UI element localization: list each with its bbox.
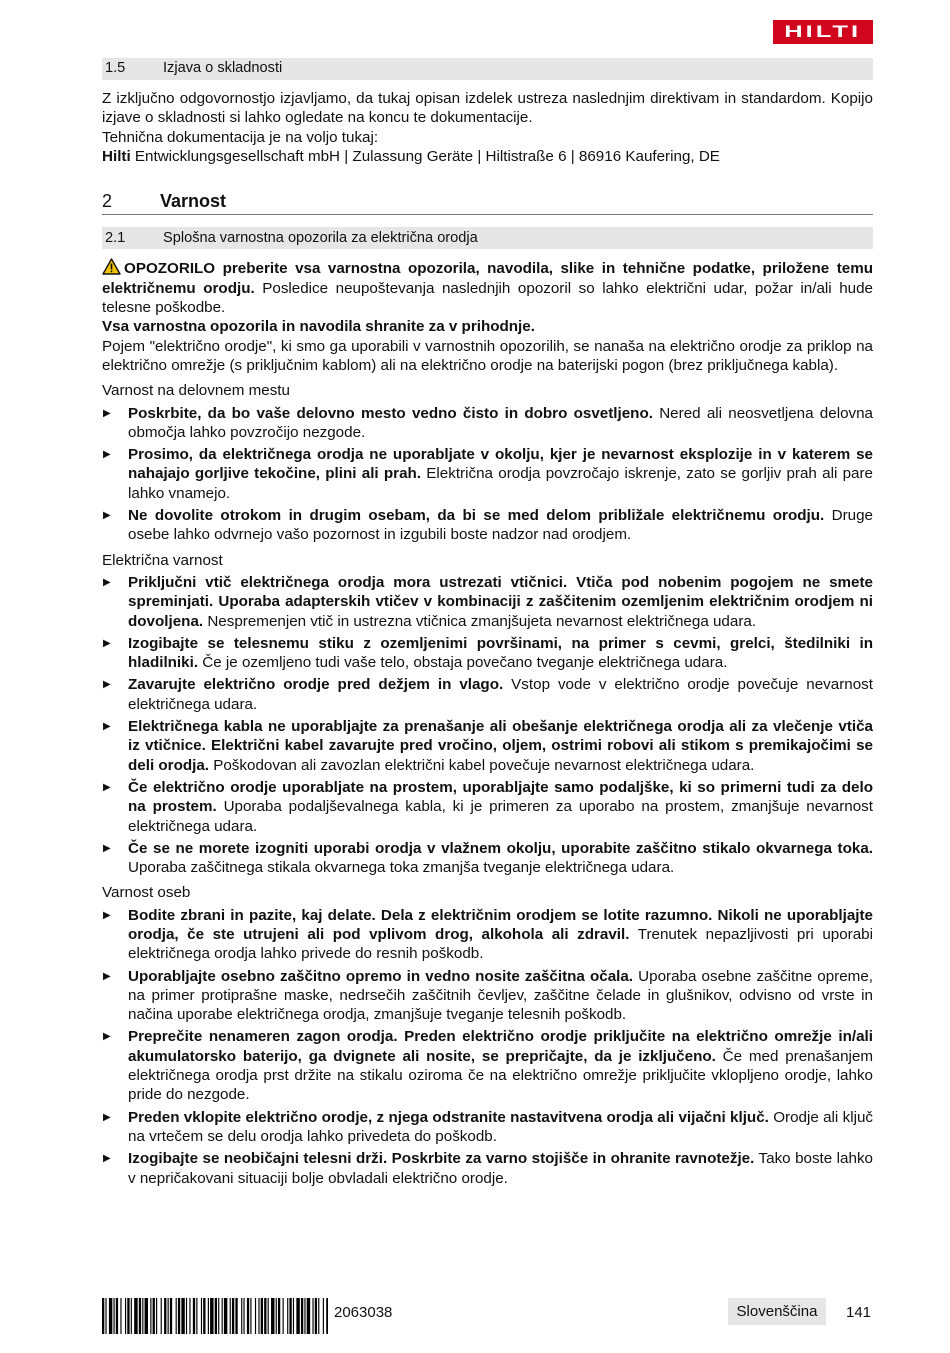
logo-text: HILTI (784, 22, 862, 41)
bullet-arrow-icon: ▶ (103, 721, 111, 733)
manufacturer-name: Hilti (102, 147, 131, 165)
warning-text: Posledice neupoštevanja naslednjih opozoril so lahko električni udar, požar in/ali hude telesne poškodbe. (102, 279, 873, 317)
item-bold-text: Izogibajte se telesnemu stiku z ozemljenimi površinami, na primer s cevmi, grelci, štedilniki in hladilniki. (128, 634, 873, 672)
item-bold-text: Izogibajte se neobičajni telesni drži. Poskrbite za varno stojišče in ohranite ravnotežje. (128, 1150, 755, 1168)
section-heading-2-1 (102, 227, 873, 249)
item-bold-text: Uporabljajte osebno zaščitno opremo in vedno nosite zaščitna očala. (128, 967, 634, 985)
item-bold-text: Priključni vtič električnega orodja mora ustrezati vtičnici. Vtiča pod nobenim pogojem ne smete spreminjati. Uporaba adapterskih vtičev v kombinaciji z zaščitenim ozemljenim električnim orodjem ni dovoljena. (128, 573, 873, 630)
chapter-heading-2 (102, 192, 873, 215)
list-item (102, 717, 873, 775)
list-item (102, 675, 873, 714)
bullet-arrow-icon: ▶ (103, 679, 111, 691)
bullet-arrow-icon: ▶ (103, 970, 111, 982)
item-text: Orodje ali ključ na vrtečem se delu orodja lahko privedeta do poškodb. (128, 1108, 873, 1145)
item-bold-text: Zavarujte električno orodje pred dežjem in vlago. (128, 676, 504, 694)
barcode-image (102, 1298, 328, 1334)
bullet-arrow-icon: ▶ (103, 781, 111, 793)
item-bold-text: Če se ne morete izogniti uporabi orodja v vlažnem okolju, uporabite zaščitno stikalo okvarnega toka. (128, 839, 873, 857)
item-text: Tako boste lahko v nepričakovani situaciji bolje obvladali električno orodje. (128, 1150, 873, 1187)
list-item (102, 573, 873, 631)
item-bold-text: Preprečite nenameren zagon orodja. Preden električno orodje priključite na električno omrežje in/ali akumulatorsko baterijo, ga dvignete ali nosite, se prepričajte, da je izključeno. (128, 1028, 873, 1065)
page-number: 141 (846, 1304, 872, 1321)
bullet-arrow-icon: ▶ (103, 909, 111, 921)
manufacturer-address (102, 147, 873, 166)
page-content (102, 58, 873, 1188)
warning-paragraph (102, 258, 873, 317)
list-item (102, 906, 873, 964)
section-number: 2.1 (105, 229, 126, 246)
personal-safety-list (102, 906, 873, 1188)
conformity-text: Z izključno odgovornostjo izjavljamo, da tukaj opisan izdelek ustreza naslednjim direktivam in standardom. Kopijo izjave o skladnosti si lahko ogledate na koncu te dokumentacije. (102, 90, 873, 127)
electrical-safety-list (102, 573, 873, 877)
item-bold-text: Prosimo, da električnega orodja ne uporabljate v okolju, kjer je nevarnost eksplozije in v katerem se nahajajo gorljive tekočine, plini ali prah. (128, 446, 873, 483)
item-text: Nered ali neosvetljena delovna območja lahko povzročijo nezgode. (128, 404, 874, 441)
chapter-number: 2 (102, 191, 113, 212)
bullet-arrow-icon: ▶ (103, 842, 111, 854)
item-bold-text: Preden vklopite električno orodje, z njega odstranite nastavitvena orodja ali vijačni ključ. (128, 1108, 769, 1126)
item-text: Uporaba zaščitnega stikala okvarnega toka zmanjša tveganje električnega udara. (128, 859, 675, 877)
list-item (102, 839, 873, 878)
list-item (102, 506, 873, 545)
list-item (102, 1108, 873, 1147)
bullet-arrow-icon: ▶ (103, 1031, 111, 1043)
item-bold-text: Če električno orodje uporabljate na prostem, uporabljajte samo podaljške, ki so primerni tudi za delo na prostem. (128, 778, 873, 816)
item-text: Uporaba podaljševalnega kabla, ki je primeren za uporabo na prostem, zmanjšuje nevarnost električnega udara. (128, 798, 873, 835)
keep-instructions-text: Vsa varnostna opozorila in navodila shranite za v prihodnje. (102, 318, 535, 336)
item-text: Trenutek nepazljivosti pri uporabi električnega orodja lahko privede do resnih poškodb. (128, 925, 873, 963)
section-title: Izjava o skladnosti (163, 60, 283, 77)
section-number: 1.5 (105, 60, 126, 77)
bullet-arrow-icon: ▶ (103, 510, 111, 522)
item-bold-text: Ne dovolite otrokom in drugim osebam, da bi se med delom približale električnemu orodju. (128, 507, 825, 525)
list-item (102, 634, 873, 673)
item-bold-text: Bodite zbrani in pazite, kaj delate. Dela z električnim orodjem se lotite razumno. Nikoli ne uporabljajte orodja, če ste utrujeni ali pod vplivom drog, alkohola ali zdravil. (128, 906, 873, 943)
item-bold-text: Električnega kabla ne uporabljajte za prenašanje ali obešanje električnega orodja ali za vlečenje vtiča iz vtičnice. Električni kabel zavarujte pred vročino, oljem, ostrimi robovi ali stikom s premikajočimi se deli orodja. (128, 718, 873, 774)
list-item (102, 967, 873, 1025)
chapter-title: Varnost (160, 191, 227, 212)
item-text: Če je ozemljeno tudi vaše telo, obstaja povečano tveganje električnega udara. (198, 654, 728, 672)
bullet-arrow-icon: ▶ (103, 449, 111, 461)
item-text: Če med prenašanjem električnega orodja prst držite na stikalu oziroma če na električno omrežje priključite vklopljeno orodje, lahko pride do nezgode. (128, 1047, 874, 1104)
list-item (102, 1149, 873, 1188)
language-label: Slovenščina (736, 1303, 818, 1320)
list-item (102, 445, 873, 503)
page-footer (0, 1298, 950, 1328)
bullet-arrow-icon: ▶ (103, 1111, 111, 1123)
work-area-heading: Varnost na delovnem mestu (102, 382, 290, 400)
item-bold-text: Poskrbite, da bo vaše delovno mesto vedno čisto in dobro osvetljeno. (128, 404, 653, 422)
item-text: Nespremenjen vtič in ustrezna vtičnica zmanjšujeta nevarnost električnega udara. (203, 612, 757, 630)
definition-text: Pojem "električno orodje", ki smo ga uporabili v varnostnih opozorilih, se nanaša na električno orodje za priklop na električno omrežje (s priključnim kablom) ali na električno orodje na baterijski pogon (brez priključnega kabla). (102, 337, 873, 374)
list-item (102, 404, 873, 443)
warning-bold-text: OPOZORILO preberite vsa varnostna opozorila, navodila, slike in tehnične podatke, priložene temu električnemu orodju. (102, 260, 873, 297)
section-title: Splošna varnostna opozorila za električna orodja (163, 229, 478, 246)
document-number: 2063038 (334, 1304, 393, 1321)
electrical-safety-heading: Električna varnost (102, 551, 223, 569)
list-item (102, 778, 873, 836)
item-text: Električna orodja povzročajo iskrenje, zato se gorljiv prah ali pare lahko vnamejo. (128, 465, 873, 502)
tech-doc-text: Tehnična dokumentacija je na voljo tukaj: (102, 128, 379, 146)
hilti-logo (773, 20, 873, 44)
bullet-arrow-icon: ▶ (103, 407, 111, 419)
list-item (102, 1027, 873, 1104)
section-heading-1-5 (102, 58, 873, 80)
bullet-arrow-icon: ▶ (103, 1153, 111, 1165)
warning-triangle-icon (102, 258, 121, 275)
item-text: Poškodovan ali zavozlan električni kabel povečuje nevarnost električnega udara. (209, 756, 755, 774)
bullet-arrow-icon: ▶ (103, 637, 111, 649)
bullet-arrow-icon: ▶ (103, 576, 111, 588)
personal-safety-heading: Varnost oseb (102, 884, 191, 902)
item-text: Vstop vode v električno orodje povečuje nevarnost električnega udara. (128, 676, 873, 713)
item-text: Druge osebe lahko odvrnejo vašo pozornost in izgubili boste nadzor nad orodjem. (128, 507, 873, 544)
manufacturer-details: Entwicklungsgesellschaft mbH | Zulassung Geräte | Hiltistraße 6 | 86916 Kaufering, DE (130, 147, 720, 165)
work-area-list (102, 404, 873, 545)
language-badge (728, 1298, 826, 1325)
item-text: Uporaba osebne zaščitne opreme, na primer protiprašne maske, nedrsečih zaščitnih čevljev, zaščitne čelade in glušnikov, odvisno od vrste in načina uporabe električnega orodja, zmanjšuje tveganje telesnih poškodb. (128, 967, 873, 1024)
